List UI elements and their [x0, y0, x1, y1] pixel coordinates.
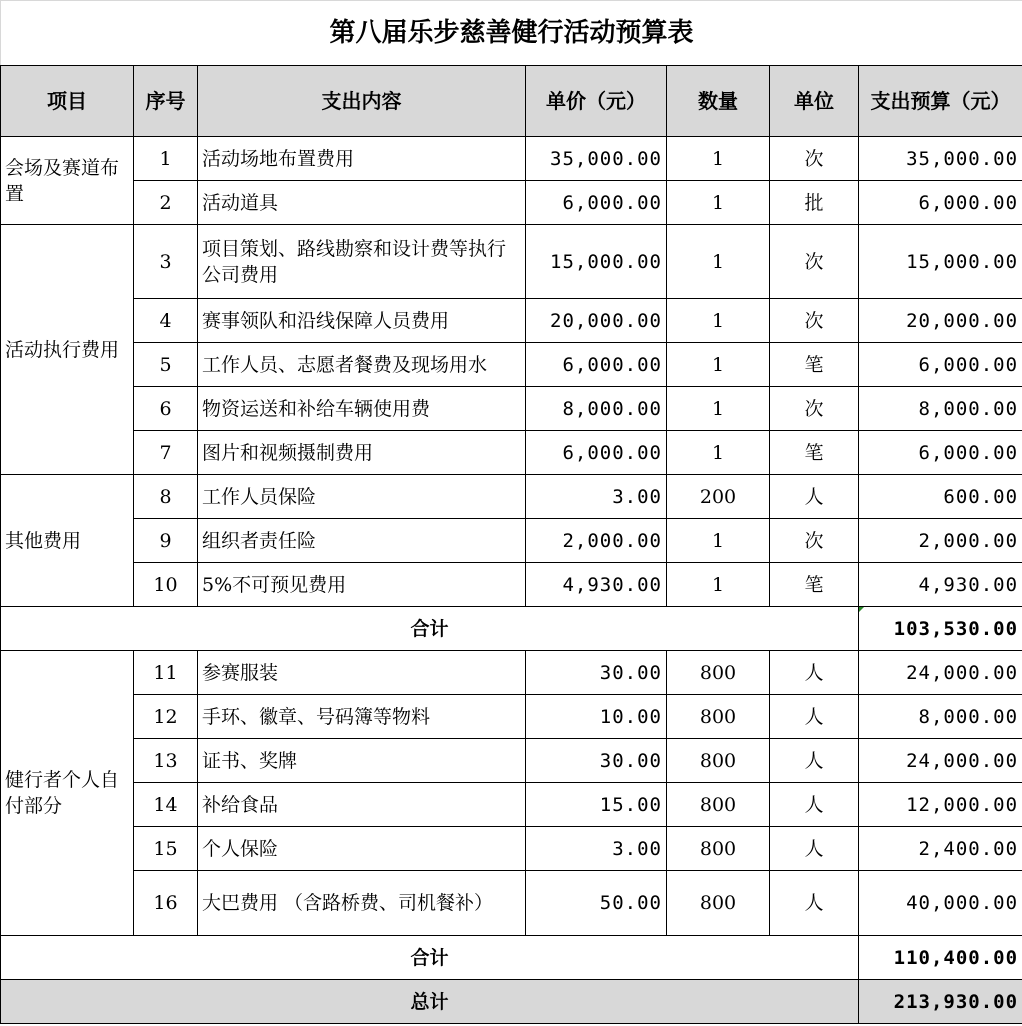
total-value: 213,930.00 — [859, 980, 1022, 1024]
row-item: 项目策划、路线勘察和设计费等执行公司费用 — [198, 225, 526, 299]
row-item: 补给食品 — [198, 783, 526, 827]
row-unit: 人 — [770, 827, 859, 871]
row-budget: 6,000.00 — [859, 343, 1022, 387]
row-item: 活动道具 — [198, 181, 526, 225]
row-budget: 2,000.00 — [859, 519, 1022, 563]
category-cell: 会场及赛道布置 — [1, 137, 134, 225]
row-price: 10.00 — [526, 695, 667, 739]
row-quantity: 800 — [667, 871, 770, 936]
row-number: 13 — [134, 739, 198, 783]
row-budget: 8,000.00 — [859, 695, 1022, 739]
header-unit: 单位 — [770, 66, 859, 137]
table-row — [1, 299, 1022, 343]
row-quantity: 1 — [667, 137, 770, 181]
table-row — [1, 431, 1022, 475]
row-item: 证书、奖牌 — [198, 739, 526, 783]
row-price: 8,000.00 — [526, 387, 667, 431]
row-budget: 600.00 — [859, 475, 1022, 519]
total-row — [1, 980, 1022, 1024]
row-number: 6 — [134, 387, 198, 431]
row-number: 3 — [134, 225, 198, 299]
row-budget: 8,000.00 — [859, 387, 1022, 431]
row-number: 11 — [134, 651, 198, 695]
row-quantity: 1 — [667, 563, 770, 607]
row-price: 4,930.00 — [526, 563, 667, 607]
row-price: 2,000.00 — [526, 519, 667, 563]
row-quantity: 1 — [667, 181, 770, 225]
row-unit: 次 — [770, 519, 859, 563]
row-price: 30.00 — [526, 651, 667, 695]
row-item: 图片和视频摄制费用 — [198, 431, 526, 475]
row-number: 9 — [134, 519, 198, 563]
row-quantity: 200 — [667, 475, 770, 519]
table-row — [1, 387, 1022, 431]
row-quantity: 800 — [667, 651, 770, 695]
table-row — [1, 871, 1022, 936]
subtotal-row — [1, 607, 1022, 651]
header-budget: 支出预算（元） — [859, 66, 1022, 137]
row-item: 工作人员、志愿者餐费及现场用水 — [198, 343, 526, 387]
row-unit: 人 — [770, 783, 859, 827]
row-item: 工作人员保险 — [198, 475, 526, 519]
row-item: 个人保险 — [198, 827, 526, 871]
row-unit: 人 — [770, 871, 859, 936]
row-item: 5%不可预见费用 — [198, 563, 526, 607]
table-row — [1, 651, 1022, 695]
row-unit: 笔 — [770, 563, 859, 607]
row-item: 参赛服装 — [198, 651, 526, 695]
row-quantity: 1 — [667, 519, 770, 563]
header-row — [1, 66, 1022, 137]
row-number: 4 — [134, 299, 198, 343]
row-price: 20,000.00 — [526, 299, 667, 343]
row-number: 15 — [134, 827, 198, 871]
row-quantity: 800 — [667, 827, 770, 871]
header-quantity: 数量 — [667, 66, 770, 137]
row-number: 14 — [134, 783, 198, 827]
header-unit-price: 单价（元） — [526, 66, 667, 137]
table-row — [1, 695, 1022, 739]
row-budget: 6,000.00 — [859, 181, 1022, 225]
table-row — [1, 783, 1022, 827]
row-unit: 笔 — [770, 343, 859, 387]
row-price: 6,000.00 — [526, 343, 667, 387]
row-unit: 人 — [770, 695, 859, 739]
table-row — [1, 827, 1022, 871]
row-budget: 20,000.00 — [859, 299, 1022, 343]
row-item: 活动场地布置费用 — [198, 137, 526, 181]
row-unit: 次 — [770, 387, 859, 431]
subtotal-label: 合计 — [1, 936, 859, 980]
header-item: 支出内容 — [198, 66, 526, 137]
row-number: 5 — [134, 343, 198, 387]
row-unit: 次 — [770, 225, 859, 299]
row-price: 15.00 — [526, 783, 667, 827]
row-unit: 人 — [770, 739, 859, 783]
row-item: 物资运送和补给车辆使用费 — [198, 387, 526, 431]
row-budget: 40,000.00 — [859, 871, 1022, 936]
row-price: 6,000.00 — [526, 431, 667, 475]
subtotal-value: 103,530.00 — [859, 607, 1022, 651]
row-price: 30.00 — [526, 739, 667, 783]
row-quantity: 800 — [667, 783, 770, 827]
row-quantity: 1 — [667, 343, 770, 387]
category-cell: 其他费用 — [1, 475, 134, 607]
row-budget: 12,000.00 — [859, 783, 1022, 827]
row-unit: 笔 — [770, 431, 859, 475]
subtotal-value: 110,400.00 — [859, 936, 1022, 980]
header-category: 项目 — [1, 66, 134, 137]
row-quantity: 1 — [667, 387, 770, 431]
row-item: 手环、徽章、号码簿等物料 — [198, 695, 526, 739]
total-label: 总计 — [1, 980, 859, 1024]
row-number: 16 — [134, 871, 198, 936]
table-row — [1, 137, 1022, 181]
row-price: 50.00 — [526, 871, 667, 936]
row-number: 8 — [134, 475, 198, 519]
page-title: 第八届乐步慈善健行活动预算表 — [1, 1, 1022, 66]
row-unit: 批 — [770, 181, 859, 225]
row-item: 大巴费用 （含路桥费、司机餐补） — [198, 871, 526, 936]
row-item: 组织者责任险 — [198, 519, 526, 563]
row-unit: 次 — [770, 137, 859, 181]
row-unit: 次 — [770, 299, 859, 343]
table-row — [1, 343, 1022, 387]
subtotal-label: 合计 — [1, 607, 859, 651]
table-row — [1, 739, 1022, 783]
row-budget: 6,000.00 — [859, 431, 1022, 475]
table-row — [1, 181, 1022, 225]
row-price: 6,000.00 — [526, 181, 667, 225]
row-budget: 24,000.00 — [859, 739, 1022, 783]
row-number: 1 — [134, 137, 198, 181]
row-price: 15,000.00 — [526, 225, 667, 299]
row-price: 3.00 — [526, 475, 667, 519]
row-unit: 人 — [770, 475, 859, 519]
row-quantity: 1 — [667, 299, 770, 343]
row-item: 赛事领队和沿线保障人员费用 — [198, 299, 526, 343]
row-budget: 35,000.00 — [859, 137, 1022, 181]
row-number: 2 — [134, 181, 198, 225]
category-cell: 健行者个人自付部分 — [1, 651, 134, 936]
row-number: 10 — [134, 563, 198, 607]
row-quantity: 800 — [667, 739, 770, 783]
table-row — [1, 475, 1022, 519]
row-quantity: 800 — [667, 695, 770, 739]
row-unit: 人 — [770, 651, 859, 695]
table-row — [1, 225, 1022, 299]
row-budget: 4,930.00 — [859, 563, 1022, 607]
row-budget: 24,000.00 — [859, 651, 1022, 695]
row-price: 35,000.00 — [526, 137, 667, 181]
row-price: 3.00 — [526, 827, 667, 871]
row-quantity: 1 — [667, 431, 770, 475]
category-cell: 活动执行费用 — [1, 225, 134, 475]
header-number: 序号 — [134, 66, 198, 137]
row-number: 12 — [134, 695, 198, 739]
table-row — [1, 519, 1022, 563]
row-budget: 15,000.00 — [859, 225, 1022, 299]
row-number: 7 — [134, 431, 198, 475]
table-row — [1, 563, 1022, 607]
row-budget: 2,400.00 — [859, 827, 1022, 871]
row-quantity: 1 — [667, 225, 770, 299]
subtotal-row — [1, 936, 1022, 980]
